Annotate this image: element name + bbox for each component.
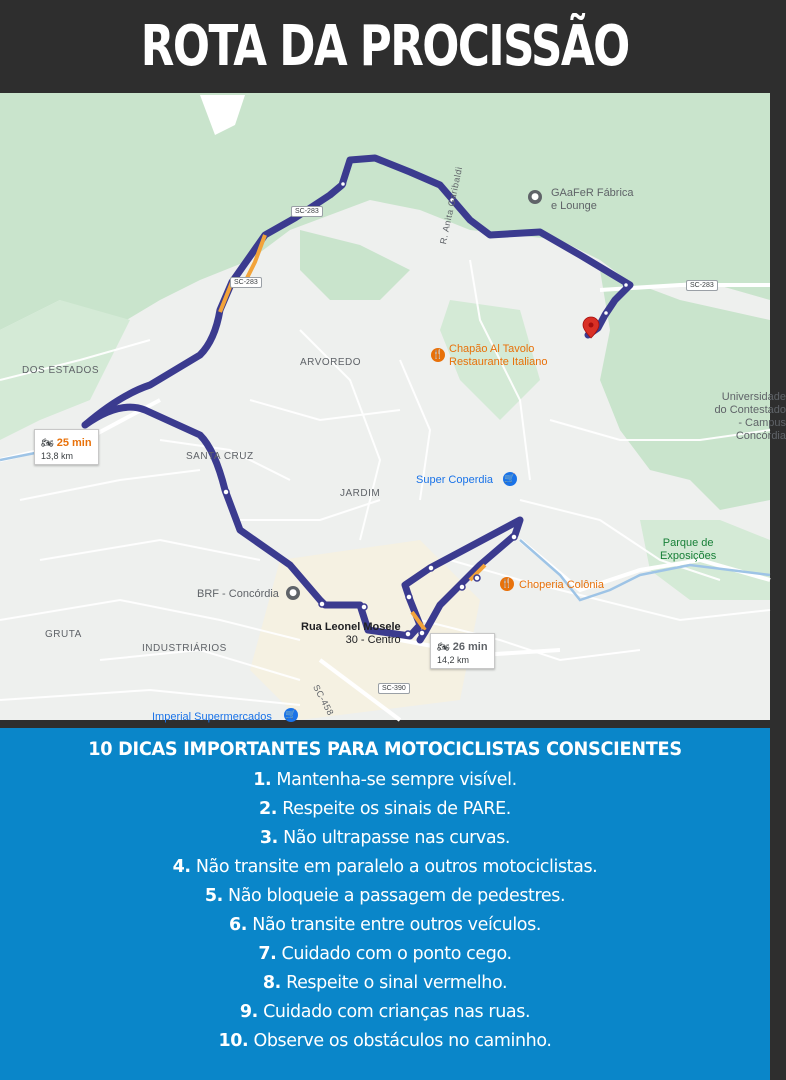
motorcycle-icon: 🏍 <box>41 438 54 449</box>
tip-text: Não transite entre outros veículos. <box>252 915 541 935</box>
street-label: Rua Leonel Mosele <box>301 621 401 633</box>
poi-choperia[interactable]: Choperia Colônia <box>519 579 604 591</box>
tip-item <box>0 1027 770 1056</box>
neighborhood-label: ARVOREDO <box>300 357 362 368</box>
tip-item <box>0 911 770 940</box>
tip-item <box>0 969 770 998</box>
poi-parque[interactable] <box>660 537 716 563</box>
tips-list <box>0 766 770 1056</box>
route-distance: 14,2 km <box>437 655 470 665</box>
start-address[interactable] <box>301 621 401 647</box>
route-map[interactable] <box>0 93 786 723</box>
poi-label: GAaFeR Fábrica <box>551 187 634 199</box>
shopping-cart-icon[interactable]: 🛒 <box>504 474 516 484</box>
shopping-cart-icon[interactable]: 🛒 <box>285 710 297 720</box>
poi-label: - Campus <box>738 417 786 429</box>
tip-number: 10. <box>218 1031 249 1051</box>
poi-label: Chapão Al Tavolo <box>449 343 535 355</box>
poi-label: Universidade <box>721 391 786 403</box>
route-distance: 13,8 km <box>41 451 74 461</box>
page-title: ROTA DA PROCISSÃO <box>141 14 629 79</box>
road-shield: SC-390 <box>378 683 410 694</box>
restaurant-icon[interactable]: 🍴 <box>501 579 513 589</box>
tip-number: 8. <box>262 973 281 993</box>
route-info-26min[interactable] <box>430 633 495 669</box>
route-info-25min[interactable] <box>34 429 99 465</box>
tip-number: 4. <box>172 857 191 877</box>
tip-number: 5. <box>204 886 223 906</box>
tip-text: Respeite os sinais de PARE. <box>282 799 511 819</box>
green-area <box>300 230 410 300</box>
tips-title: 10 DICAS IMPORTANTES PARA MOTOCICLISTAS CONSCIENTES <box>88 738 682 760</box>
poi-label: e Lounge <box>551 200 597 212</box>
tip-item <box>0 766 770 795</box>
tip-item <box>0 853 770 882</box>
route-time: 25 min <box>56 437 92 449</box>
road-shield: SC-283 <box>291 206 323 217</box>
tip-number: 7. <box>258 944 277 964</box>
header-banner <box>0 0 770 93</box>
poi-label: do Contestado <box>714 404 786 416</box>
tip-text: Não ultrapasse nas curvas. <box>283 828 511 848</box>
tip-text: Cuidado com o ponto cego. <box>281 944 512 964</box>
tip-item <box>0 940 770 969</box>
poi-chapao[interactable] <box>449 343 547 369</box>
place-pin-icon[interactable]: ● <box>286 586 300 600</box>
poi-label: Concórdia <box>735 430 786 442</box>
neighborhood-label: DOS ESTADOS <box>22 365 99 376</box>
tip-item <box>0 998 770 1027</box>
tip-text: Cuidado com crianças nas ruas. <box>263 1002 531 1022</box>
neighborhood-label: JARDIM <box>340 488 381 499</box>
motorcycle-icon: 🏍 <box>437 642 450 653</box>
road-shield: SC-283 <box>686 280 718 291</box>
tip-number: 2. <box>259 799 278 819</box>
road-shield: SC-283 <box>230 277 262 288</box>
poi-universidade[interactable] <box>706 391 786 443</box>
tip-number: 6. <box>229 915 248 935</box>
route-time: 26 min <box>452 641 488 653</box>
neighborhood-label: INDUSTRIÁRIOS <box>142 643 227 654</box>
tip-text: Observe os obstáculos no caminho. <box>253 1031 552 1051</box>
tip-item <box>0 795 770 824</box>
place-pin-icon[interactable]: ● <box>528 190 542 204</box>
green-area <box>600 270 770 510</box>
poi-gaafer[interactable] <box>551 187 634 213</box>
tip-number: 9. <box>239 1002 258 1022</box>
tip-item <box>0 824 770 853</box>
street-label: 30 - Centro <box>345 634 401 646</box>
poi-super-coperdia[interactable]: Super Coperdia <box>416 474 494 486</box>
tip-number: 3. <box>259 828 278 848</box>
tip-item <box>0 882 770 911</box>
poi-label: Parque de <box>662 537 714 549</box>
road-label: R. Anita Garibaldi <box>438 165 465 246</box>
tip-number: 1. <box>253 770 272 790</box>
neighborhood-label: GRUTA <box>45 629 82 640</box>
tip-text: Não transite em paralelo a outros motociclistas. <box>195 857 598 877</box>
road-label: SC-458 <box>311 683 336 718</box>
neighborhood-label: SANTA CRUZ <box>186 451 254 462</box>
tip-text: Mantenha-se sempre visível. <box>276 770 517 790</box>
poi-label: Exposições <box>660 550 717 562</box>
restaurant-icon[interactable]: 🍴 <box>432 350 444 360</box>
poi-imperial[interactable]: Imperial Supermercados <box>152 711 272 723</box>
tips-panel <box>0 728 770 1080</box>
tip-text: Respeite o sinal vermelho. <box>286 973 508 993</box>
tip-text: Não bloqueie a passagem de pedestres. <box>228 886 566 906</box>
poi-brf[interactable]: BRF - Concórdia <box>197 588 279 600</box>
poi-label: Restaurante Italiano <box>449 356 548 368</box>
